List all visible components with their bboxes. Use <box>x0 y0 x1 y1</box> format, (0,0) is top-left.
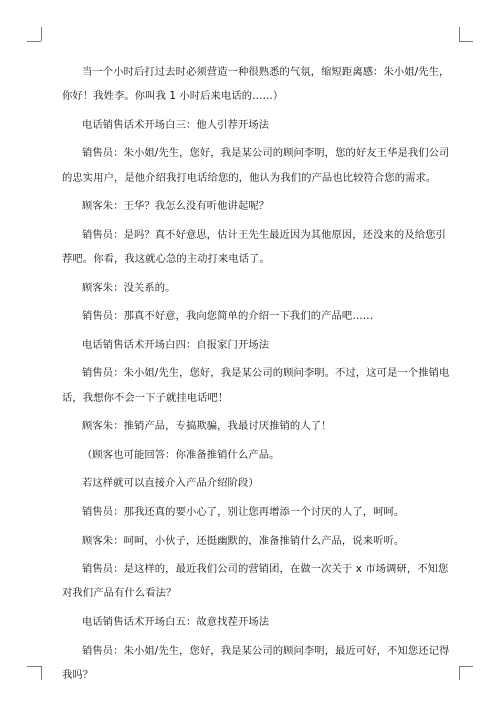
text-line: 顾客朱：没关系的。 <box>82 281 176 294</box>
text-line: 电话销售话术开场白三：他人引荐开场法 <box>82 118 270 131</box>
text-line: 话，我想你不会一下子就挂电话吧！ <box>62 391 229 404</box>
section-heading <box>62 610 444 634</box>
text-line: 销售员：是这样的，最近我们公司的营销团，在做一次关于 x 市场调研，不知您 <box>82 563 449 576</box>
text-line: 销售员：是吗？真不好意思，估计王先生最近因为其他原因，还没来的及给您引 <box>82 228 446 241</box>
crop-mark-top-right-h <box>459 41 473 42</box>
paragraph <box>62 223 444 271</box>
document-body <box>62 60 450 691</box>
paragraph <box>62 471 444 495</box>
text-line: 当一个小时后打过去时必须营造一种很熟悉的气氛，缩短距离感：朱小姐/先生， <box>82 66 450 78</box>
text-line: 顾客朱：推销产品，专搞欺骗，我最讨厌推销的人了！ <box>82 420 332 433</box>
paragraph <box>62 141 450 189</box>
crop-mark-bottom-left-v <box>41 666 42 680</box>
paragraph <box>62 443 444 467</box>
paragraph <box>62 194 444 218</box>
text-line: 的忠实用户，是他介绍我打电话给您的，他认为我们的产品也比较符合您的需求。 <box>62 171 437 184</box>
paragraph <box>62 529 444 553</box>
text-line: 我吗？ <box>62 668 94 681</box>
paragraph <box>62 639 450 687</box>
paragraph <box>62 414 444 438</box>
crop-mark-bottom-right-v <box>459 666 460 680</box>
text-line: （顾客也可能回答：你准备推销什么产品。 <box>82 448 280 461</box>
text-line: 顾客朱：王华？我怎么没有听他讲起呢？ <box>82 200 270 213</box>
text-line: 电话销售话术开场白四：自报家门开场法 <box>82 338 270 351</box>
section-heading <box>62 333 444 357</box>
paragraph <box>62 361 450 409</box>
crop-mark-bottom-left-h <box>27 666 41 667</box>
crop-mark-top-right-v <box>459 27 460 41</box>
section-heading <box>62 113 444 137</box>
paragraph <box>62 500 444 524</box>
text-line: 电话销售话术开场白五：故意找茬开场法 <box>82 615 270 628</box>
text-line: 销售员：那我还真的要小心了，别让您再增添一个讨厌的人了，呵呵。 <box>82 505 405 518</box>
text-line: 若这样就可以直接介入产品介绍阶段） <box>82 477 259 490</box>
paragraph <box>62 60 450 108</box>
crop-mark-top-left-v <box>41 27 42 41</box>
text-line: 顾客朱：呵呵，小伙子，还挺幽默的，准备推销什么产品，说来听听。 <box>82 534 405 547</box>
paragraph <box>62 304 444 328</box>
text-line: 你好！我姓李。你叫我 1 小时后来电话的……） <box>62 90 284 103</box>
text-line: 销售员：那真不好意，我向您简单的介绍一下我们的产品吧…… <box>82 310 374 323</box>
crop-mark-bottom-right-h <box>459 666 473 667</box>
text-line: 销售员：朱小姐/先生，您好，我是某公司的顾问李明。不过，这可是一个推销电 <box>82 367 450 380</box>
crop-mark-top-left-h <box>27 41 41 42</box>
paragraph <box>62 557 449 605</box>
text-line: 荐吧。你看，我这就心急的主动打来电话了。 <box>62 252 270 265</box>
text-line: 销售员：朱小姐/先生，您好，我是某公司的顾问李明，您的好友王华是我们公司 <box>82 147 450 160</box>
text-line: 销售员：朱小姐/先生，您好，我是某公司的顾问李明，最近可好，不知您还记得 <box>82 644 450 657</box>
text-line: 对我们产品有什么看法？ <box>62 587 177 600</box>
paragraph <box>62 276 444 300</box>
